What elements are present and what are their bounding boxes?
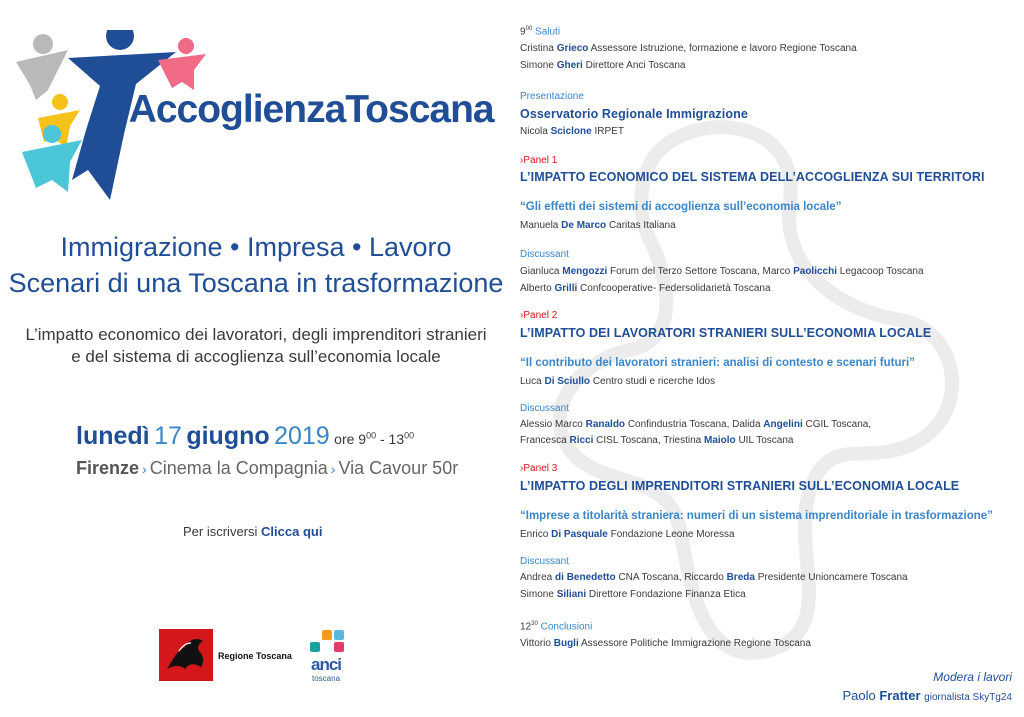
logo-text: #AccoglienzaToscana xyxy=(108,88,494,131)
panel3-speaker: Enrico Di Pasquale Fondazione Leone Moressa xyxy=(520,529,735,540)
panel1-label: ›Panel 1 xyxy=(520,155,558,166)
presentazione-title: Osservatorio Regionale Immigrazione xyxy=(520,107,748,121)
panel2-talk: “Il contributo dei lavoratori stranieri: analisi di contesto e scenari futuri” xyxy=(520,357,915,369)
presentazione-label: Presentazione xyxy=(520,91,584,102)
panel2-discussant-1: Alessio Marco Ranaldo Confindustria Toscana, Dalida Angelini CGIL Toscana, xyxy=(520,419,872,430)
date-time: ore $9^{00} - 13^{00}$ xyxy=(334,430,415,447)
figure-teal-icon xyxy=(22,125,82,192)
regione-toscana-logo xyxy=(159,629,213,681)
subtitle-line-1: L’impatto economico dei lavoratori, degli imprenditori stranieri xyxy=(25,325,487,344)
event-venue: Firenze › Cinema la Compagnia › Via Cavour 50r xyxy=(76,458,459,478)
panel3-label: ›Panel 3 xyxy=(520,463,558,474)
panel2-speaker: Luca Di Sciullo Centro studi e ricerche Idos xyxy=(520,376,716,387)
panel1-discussant-2: Alberto Grilli Confcooperative- Federsolidarietà Toscana xyxy=(520,283,771,294)
conclusioni-header: $12^{30}$ Conclusioni xyxy=(520,621,593,633)
panel3-talk: “Imprese a titolarità straniera: numeri di un sistema imprenditoriale in trasformazione” xyxy=(520,510,993,522)
panel3-discussant-label: Discussant xyxy=(520,556,569,567)
date-weekday: lunedì xyxy=(76,422,150,450)
panel3-discussant-1: Andrea di Benedetto CNA Toscana, Riccardo Breda Presidente Unioncamere Toscana xyxy=(520,572,908,583)
conclusioni-speaker: Vittorio Bugli Assessore Politiche Immigrazione Regione Toscana xyxy=(520,638,811,649)
venue-address: Via Cavour 50r xyxy=(338,458,459,478)
figure-grey-icon xyxy=(16,34,68,100)
panel1-discussant-label: Discussant xyxy=(520,249,569,260)
panel2-discussant-label: Discussant xyxy=(520,403,569,414)
register-line: Per iscriversi Clicca qui xyxy=(183,524,323,539)
figure-pink-icon xyxy=(158,38,206,90)
register-link[interactable]: Clicca qui xyxy=(261,524,323,539)
saluti-speaker-1: Cristina Grieco Assessore Istruzione, formazione e lavoro Regione Toscana xyxy=(520,43,857,54)
panel2-title: L’IMPATTO DEI LAVORATORI STRANIERI SULL’ECONOMIA LOCALE xyxy=(520,326,932,340)
panel1-discussant-1: Gianluca Mengozzi Forum del Terzo Settore Toscana, Marco Paolicchi Legacoop Toscana xyxy=(520,266,924,277)
event-date xyxy=(76,422,414,451)
panel3-discussant-2: Simone Siliani Direttore Fondazione Finanza Etica xyxy=(520,589,746,600)
saluti-header: $9^{00}$ Saluti xyxy=(520,26,561,38)
regione-toscana-name: Regione Toscana xyxy=(218,651,292,661)
panel1-talk: “Gli effetti dei sistemi di accoglienza sull’economia locale” xyxy=(520,201,842,213)
venue-place: Cinema la Compagnia xyxy=(149,458,328,478)
anci-text: anci xyxy=(311,655,342,674)
date-month: giugno xyxy=(186,422,270,450)
subtitle-line-2: e del sistema di accoglienza sull’economia locale xyxy=(71,347,441,366)
panel2-label: ›Panel 2 xyxy=(520,310,558,321)
headline-line-1: Immigrazione • Impresa • Lavoro xyxy=(60,232,452,262)
figure-yellow-icon xyxy=(38,94,80,148)
date-year: 2019 xyxy=(274,422,330,450)
panel1-speaker: Manuela De Marco Caritas Italiana xyxy=(520,220,676,231)
moderator-label: Modera i lavori xyxy=(933,670,1012,684)
moderator-name: Paolo Fratter giornalista SkyTg24 xyxy=(842,688,1012,703)
watermark-figure xyxy=(540,110,970,670)
saluti-speaker-2: Simone Gheri Direttore Anci Toscana xyxy=(520,60,686,71)
anci-toscana-text: toscana xyxy=(312,674,341,683)
date-day: 17 xyxy=(154,422,182,450)
headline-line-2: Scenari di una Toscana in trasformazione xyxy=(8,268,504,298)
panel1-title: L’IMPATTO ECONOMICO DEL SISTEMA DELL’ACCOGLIENZA SUI TERRITORI xyxy=(520,170,985,184)
presentazione-speaker: Nicola Sciclone IRPET xyxy=(520,126,624,137)
panel2-discussant-2: Francesca Ricci CISL Toscana, Triestina Maiolo UIL Toscana xyxy=(520,435,794,446)
panel3-title: L’IMPATTO DEGLI IMPRENDITORI STRANIERI SULL’ECONOMIA LOCALE xyxy=(520,479,960,493)
venue-city: Firenze xyxy=(76,458,140,478)
